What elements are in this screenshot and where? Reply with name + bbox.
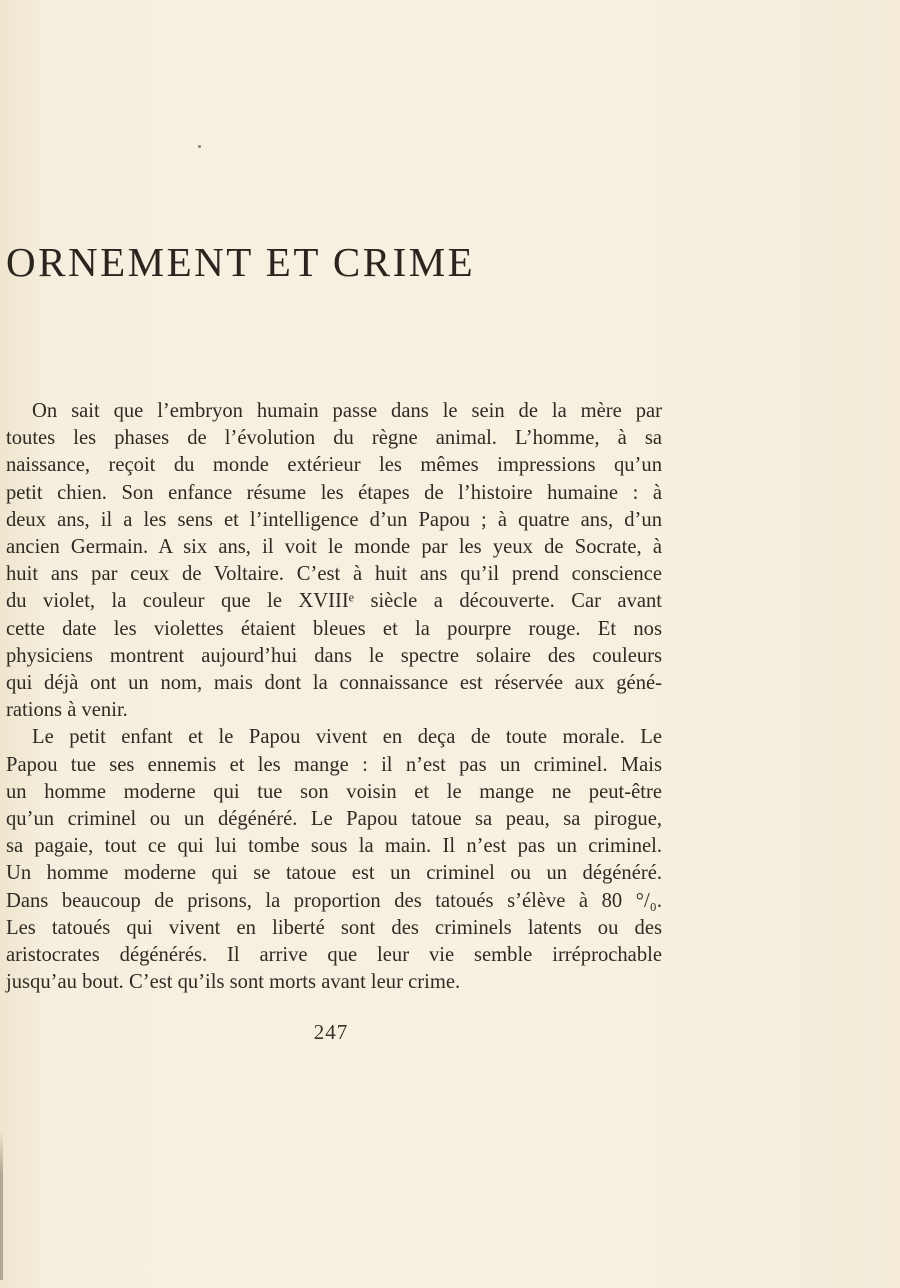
text-line: naissance, reçoit du monde extérieur les mêmes impressions qu’un	[6, 454, 662, 477]
text-line: petit chien. Son enfance résume les étapes de l’histoire humaine : à	[6, 481, 662, 504]
page-speck	[198, 145, 201, 148]
text-line: Un homme moderne qui se tatoue est un criminel ou un dégénéré.	[6, 862, 662, 885]
text-line: Papou tue ses ennemis et les mange : il n’est pas un criminel. Mais	[6, 753, 662, 776]
text-line: du violet, la couleur que le XVIIIᵉ siècle a découverte. Car avant	[6, 590, 662, 613]
text-line: qu’un criminel ou un dégénéré. Le Papou tatoue sa peau, sa pirogue,	[6, 808, 662, 831]
page-gutter-shadow	[0, 1130, 3, 1280]
text-line: Les tatoués qui vivent en liberté sont des criminels latents ou des	[6, 916, 662, 939]
paragraph-2	[6, 724, 662, 996]
text-line: cette date les violettes étaient bleues et la pourpre rouge. Et nos	[6, 617, 662, 640]
text-line: huit ans par ceux de Voltaire. C’est à huit ans qu’il prend conscience	[6, 563, 662, 586]
text-line: On sait que l’embryon humain passe dans le sein de la mère par	[32, 400, 662, 422]
text-line: sa pagaie, tout ce qui lui tombe sous la main. Il n’est pas un criminel.	[6, 835, 662, 858]
text-line: deux ans, il a les sens et l’intelligence d’un Papou ; à quatre ans, d’un	[6, 508, 662, 531]
text-line: physiciens montrent aujourd’hui dans le spectre solaire des couleurs	[6, 644, 662, 667]
text-line: toutes les phases de l’évolution du règne animal. L’homme, à sa	[6, 427, 662, 450]
chapter-title: ORNEMENT ET CRIME	[6, 239, 476, 285]
text-line: jusqu’au bout. C’est qu’ils sont morts avant leur crime.	[6, 971, 461, 994]
text-line: rations à venir.	[6, 699, 128, 722]
text-line: Le petit enfant et le Papou vivent en deça de toute morale. Le	[32, 726, 662, 749]
text-line: qui déjà ont un nom, mais dont la connaissance est réservée aux géné-	[6, 672, 662, 695]
page-number: 247	[313, 1020, 349, 1044]
text-line: un homme moderne qui tue son voisin et le mange ne peut-être	[6, 780, 662, 803]
text-line: aristocrates dégénérés. Il arrive que leur vie semble irréprochable	[6, 944, 662, 967]
text-line: ancien Germain. A six ans, il voit le monde par les yeux de Socrate, à	[6, 536, 662, 559]
text-line: Dans beaucoup de prisons, la proportion des tatoués s’élève à 80 °/₀.	[6, 889, 662, 912]
paragraph-1	[6, 398, 662, 724]
body-text	[6, 398, 662, 996]
